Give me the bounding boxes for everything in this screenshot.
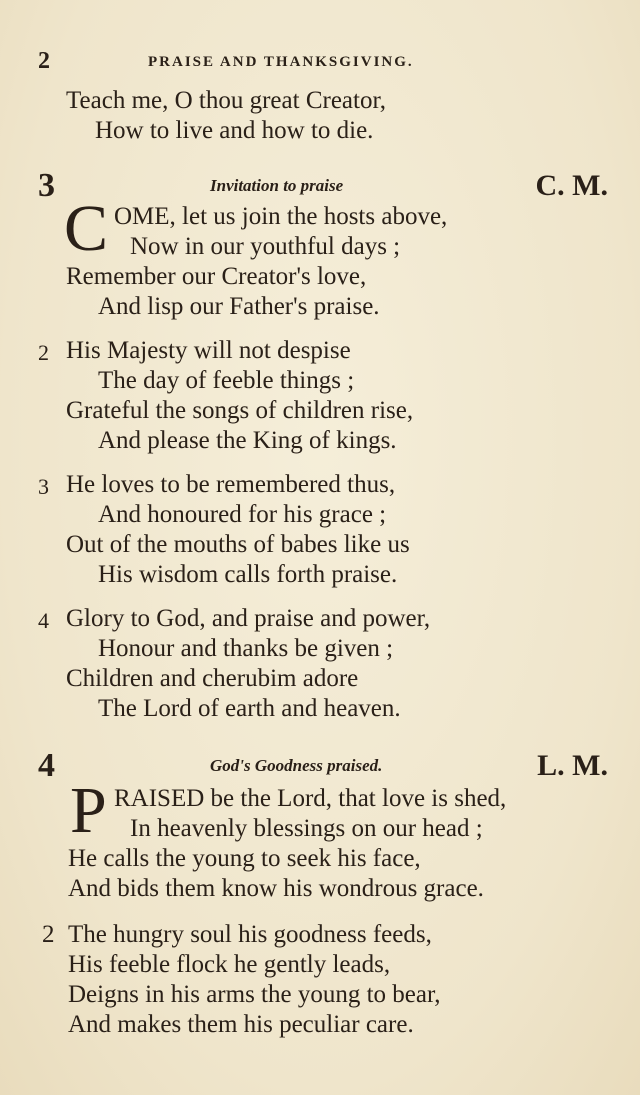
verse-line: OME, let us join the hosts above, [114, 203, 448, 230]
verse-line: And makes them his peculiar care. [68, 1011, 414, 1038]
hymn-number: 3 [38, 167, 55, 204]
verse-line: He calls the young to seek his face, [68, 845, 421, 872]
verse-line: His feeble flock he gently leads, [68, 951, 391, 978]
running-head: PRAISE AND THANKSGIVING. [148, 54, 414, 70]
verse-line: Out of the mouths of babes like us [66, 531, 410, 558]
verse-line: Grateful the songs of children rise, [66, 397, 414, 424]
verse-line: Children and cherubim adore [66, 665, 359, 692]
verse-line: The day of feeble things ; [98, 367, 355, 394]
hymn-meter: L. M. [537, 749, 608, 782]
drop-cap: P [70, 774, 107, 847]
verse-number: 2 [42, 921, 55, 948]
verse-line: His Majesty will not despise [66, 337, 351, 364]
verse-line: He loves to be remembered thus, [66, 471, 396, 498]
page-header [38, 48, 500, 78]
verse-number: 2 [38, 340, 49, 365]
verse-line: The hungry soul his goodness feeds, [68, 921, 432, 948]
carryover-line: How to live and how to die. [95, 117, 374, 144]
hymn-heading [38, 748, 618, 784]
drop-cap: C [64, 192, 109, 265]
verse-line: The Lord of earth and heaven. [98, 695, 401, 722]
verse-line: Remember our Creator's love, [66, 263, 367, 290]
hymn-title: Invitation to praise [210, 176, 344, 195]
carryover-line: Teach me, O thou great Creator, [66, 87, 387, 114]
verse-line: And bids them know his wondrous grace. [68, 875, 484, 902]
hymn-number: 4 [38, 747, 55, 784]
hymn-meter: C. M. [535, 169, 608, 202]
verse-line: And please the King of kings. [98, 427, 397, 454]
verse-line: And honoured for his grace ; [98, 501, 387, 528]
verse-line: And lisp our Father's praise. [98, 293, 380, 320]
verse-line: Glory to God, and praise and power, [66, 605, 431, 632]
hymn-title: God's Goodness praised. [210, 756, 383, 775]
hymn-heading [38, 168, 618, 204]
verse-line: RAISED be the Lord, that love is shed, [114, 785, 507, 812]
verse-line: His wisdom calls forth praise. [98, 561, 398, 588]
verse-number: 4 [38, 608, 49, 633]
page-number: 2 [38, 48, 50, 74]
verse-line: Honour and thanks be given ; [98, 635, 394, 662]
verse-number: 3 [38, 474, 49, 499]
verse-line: Now in our youthful days ; [130, 233, 401, 260]
verse-line: Deigns in his arms the young to bear, [68, 981, 441, 1008]
verse-line: In heavenly blessings on our head ; [130, 815, 483, 842]
